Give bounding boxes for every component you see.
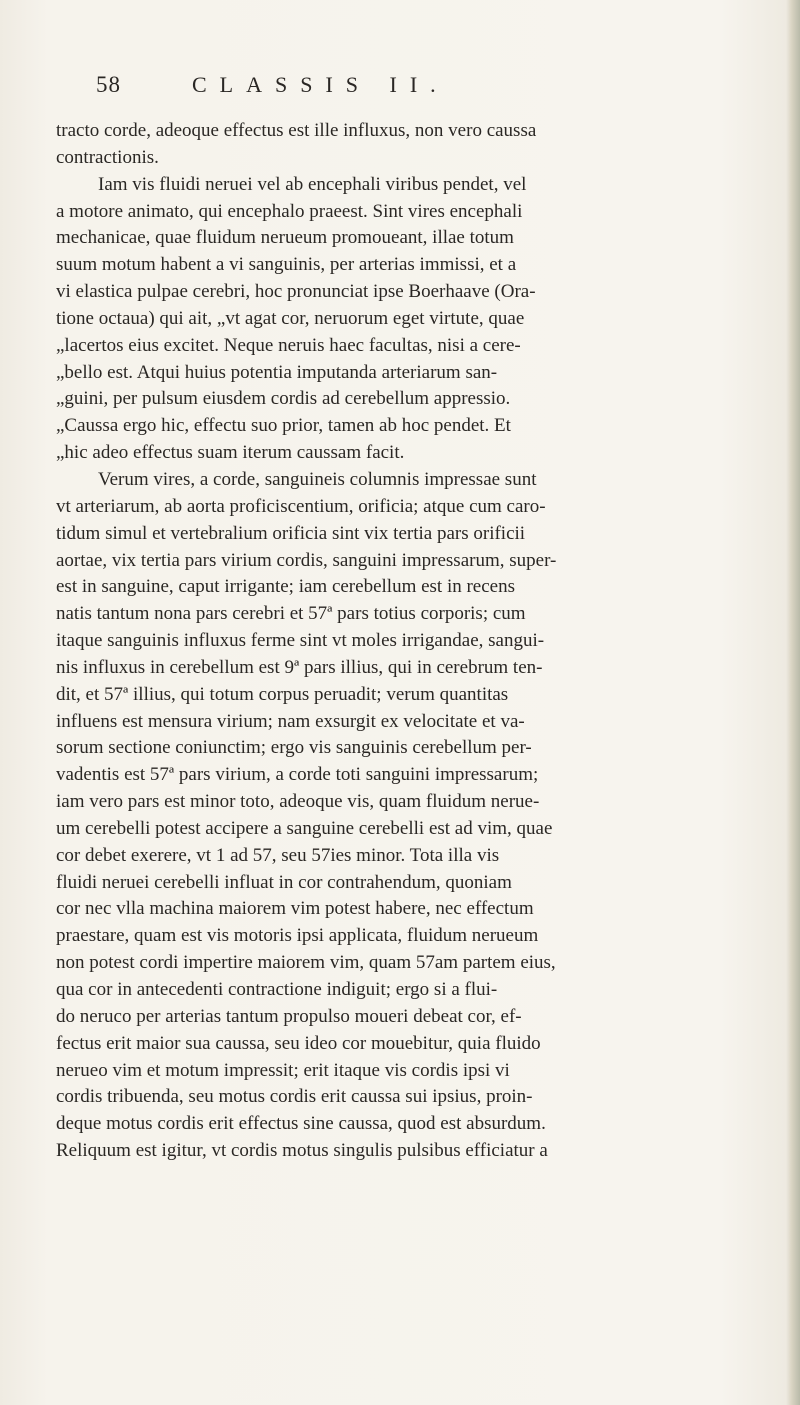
page-header [96,72,716,108]
text-line: „bello est. Atqui huius potentia imputanda arteriarum san- [56,361,498,383]
text-line: contractionis. [56,146,159,168]
text-line: „hic adeo effectus suam iterum caussam facit. [56,442,405,464]
running-head: CLASSIS II. [192,72,449,97]
text-line: „lacertos eius excitet. Neque neruis haec facultas, nisi a cere- [56,334,521,356]
text-line: natis tantum nona pars cerebri et 57ª pars totius corporis; cum [56,603,526,625]
text-line: tione octaua) qui ait, „vt agat cor, neruorum eget virtute, quae [56,307,525,329]
text-line: „Caussa ergo hic, effectu suo prior, tamen ab hoc pendet. Et [56,415,511,437]
text-line: nis influxus in cerebellum est 9ª pars illius, qui in cerebrum ten- [56,656,543,678]
text-line: cor debet exerere, vt 1 ad 57, seu 57ies minor. Tota illa vis [56,844,500,866]
page-edge-shadow [786,0,800,1405]
text-line: fectus erit maior sua caussa, seu ideo cor mouebitur, quia fluido [56,1032,541,1054]
text-line: Verum vires, a corde, sanguineis columnis impressae sunt [98,468,537,490]
text-line: est in sanguine, caput irrigante; iam cerebellum est in recens [56,576,515,598]
text-line: um cerebelli potest accipere a sanguine cerebelli est ad vim, quae [56,817,553,839]
text-line: vt arteriarum, ab aorta proficiscentium, orificia; atque cum caro- [56,495,546,517]
text-line: do neruco per arterias tantum propulso moueri debeat cor, ef- [56,1005,522,1027]
text-line: tracto corde, adeoque effectus est ille influxus, non vero caussa [56,120,537,141]
text-line: suum motum habent a vi sanguinis, per arterias immissi, et a [56,254,517,276]
text-line: tidum simul et vertebralium orificia sint vix tertia pars orificii [56,522,526,544]
text-line: a motore animato, qui encephalo praeest. Sint vires encephali [56,200,523,222]
text-line: qua cor in antecedenti contractione indiguit; ergo si a flui- [56,979,498,1000]
text-line: cordis tribuenda, seu motus cordis erit caussa sui ipsius, proin- [56,1086,533,1108]
text-line: Reliquum est igitur, vt cordis motus singulis pulsibus efficiatur a [56,1140,548,1162]
page-number: 58 [96,72,121,97]
text-line: fluidi neruei cerebelli influat in cor contrahendum, quoniam [56,871,512,893]
text-line: sorum sectione coniunctim; ergo vis sanguinis cerebellum per- [56,737,532,759]
text-line: „guini, per pulsum eiusdem cordis ad cerebellum appressio. [56,388,511,410]
text-line: vadentis est 57ª pars virium, a corde toti sanguini impressarum; [56,764,539,786]
text-line: mechanicae, quae fluidum nerueum promoueant, illae totum [56,227,514,249]
text-line: influens est mensura virium; nam exsurgit ex velocitate et va- [56,710,525,732]
text-line: nerueo vim et motum impressit; erit itaque vis cordis ipsi vi [56,1059,510,1081]
text-line: vi elastica pulpae cerebri, hoc pronunciat ipse Boerhaave (Ora- [56,281,536,303]
text-line: cor nec vlla machina maiorem vim potest habere, nec effectum [56,898,534,920]
text-line: dit, et 57ª illius, qui totum corpus peruadit; verum quantitas [56,683,509,705]
text-line: iam vero pars est minor toto, adeoque vis, quam fluidum nerue- [56,791,540,813]
text-line: deque motus cordis erit effectus sine caussa, quod est absurdum. [56,1113,546,1135]
text-line: Iam vis fluidi neruei vel ab encephali viribus pendet, vel [98,173,527,195]
text-line: non potest cordi impertire maiorem vim, quam 57am partem eius, [56,952,556,974]
text-line: praestare, quam est vis motoris ipsi applicata, fluidum nerueum [56,925,539,947]
body-text [56,118,776,1165]
text-line: aortae, vix tertia pars virium cordis, sanguini impressarum, super- [56,549,557,571]
text-line: itaque sanguinis influxus ferme sint vt moles irrigandae, sangui- [56,630,545,652]
